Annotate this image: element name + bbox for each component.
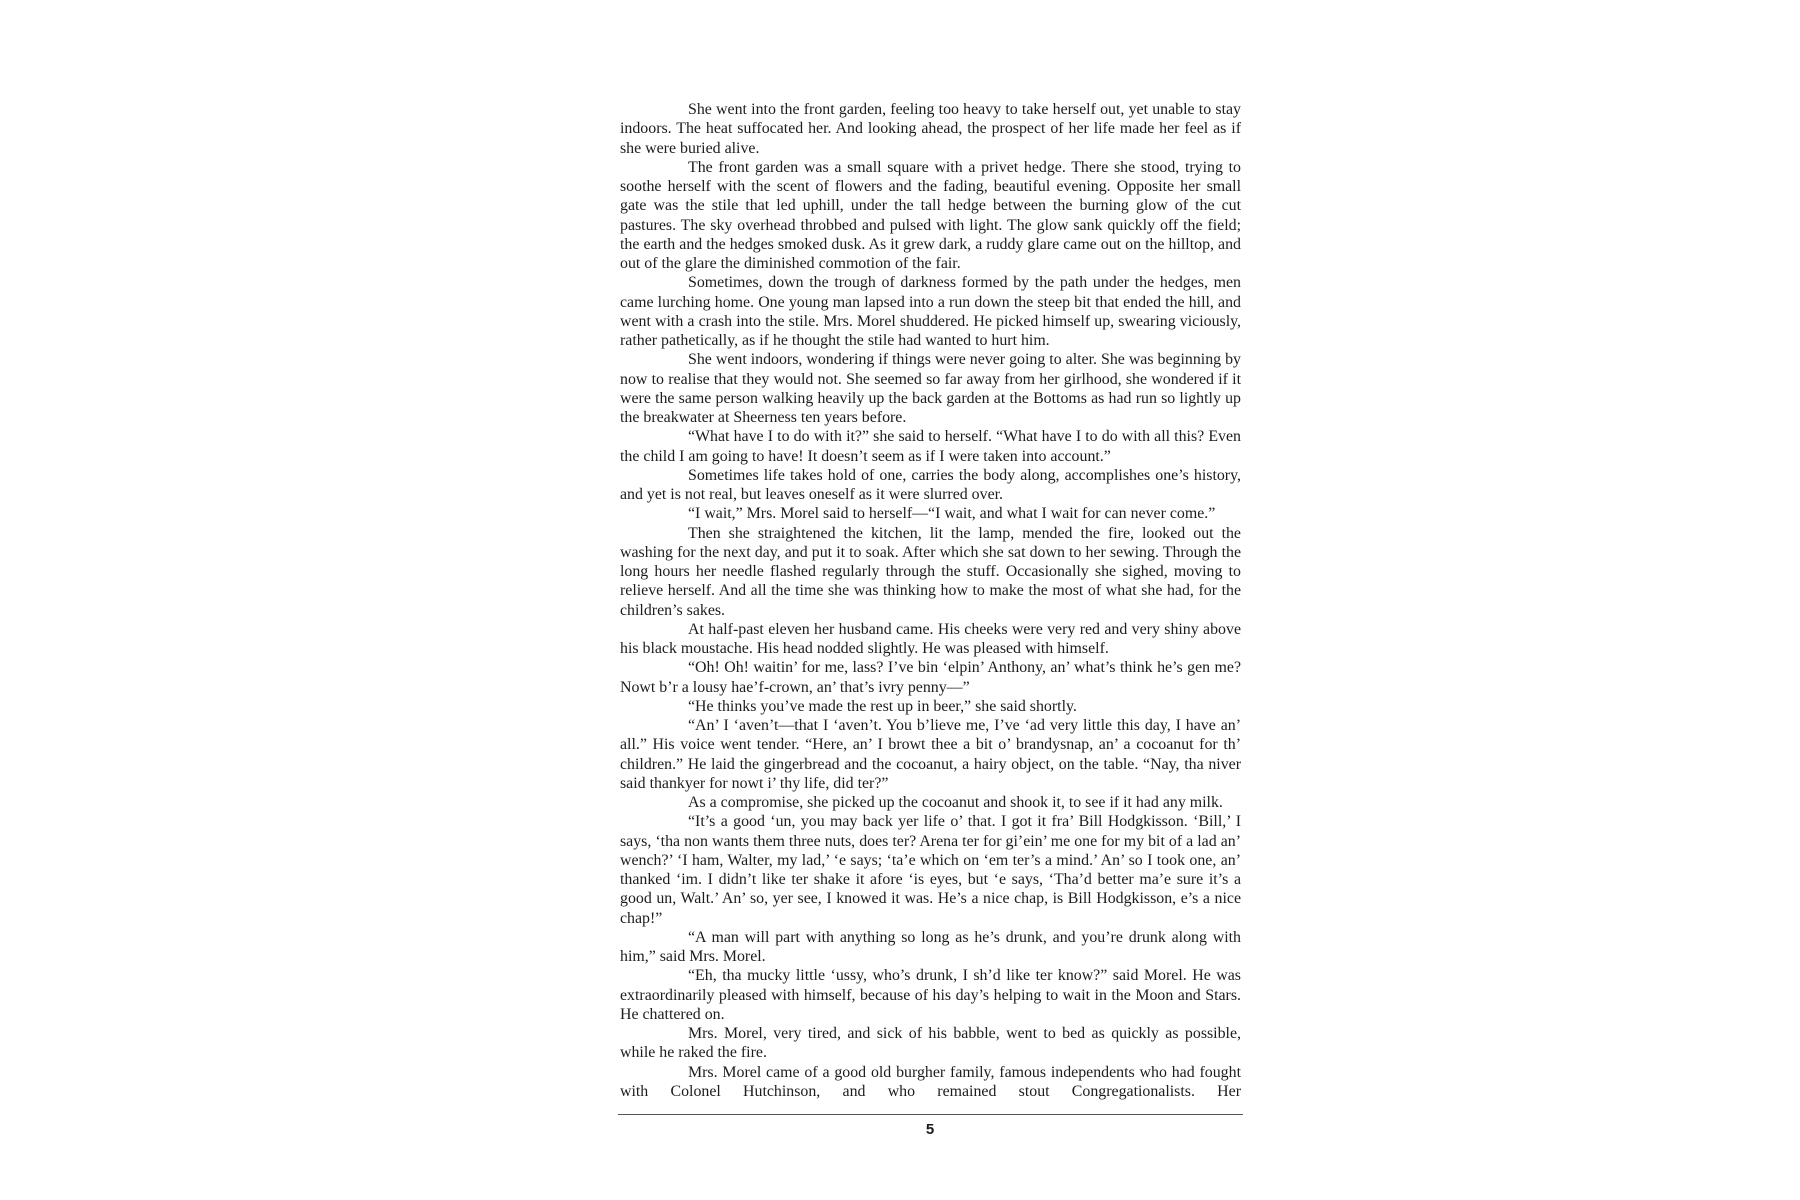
- paragraph: At half-past eleven her husband came. His cheeks were very red and very shiny above his black moustache. His head nodded slightly. He was pleased with himself.: [620, 620, 1241, 657]
- footer-rule: [618, 1114, 1243, 1115]
- paragraph: She went into the front garden, feeling too heavy to take herself out, yet unable to stay indoors. The heat suffocated her. And looking ahead, the prospect of her life made her feel as if she were buried alive.: [620, 101, 1241, 157]
- page-body: [620, 100, 1241, 1101]
- paragraph: “Eh, tha mucky little ‘ussy, who’s drunk, I sh’d like ter know?” said Morel. He was extraordinarily pleased with himself, because of his day’s helping to wait in the Moon and Stars. He chattered on.: [620, 967, 1241, 1023]
- paragraph: “I wait,” Mrs. Morel said to herself—“I wait, and what I wait for can never come.”: [688, 505, 1216, 523]
- paragraph: “An’ I ‘aven’t—that I ‘aven’t. You b’lieve me, I’ve ‘ad very little this day, I have an’ all.” His voice went tender. “Here, an’ I browt thee a bit o’ brandysnap, an’ a cocoanut for th’ children.” He laid the gingerbread and the cocoanut, a hairy object, on the table. “Nay, tha niver said thankyer for nowt i’ thy life, did ter?”: [620, 717, 1241, 792]
- paragraph: “He thinks you’ve made the rest up in beer,” she said shortly.: [688, 697, 1077, 715]
- paragraph: Mrs. Morel came of a good old burgher family, famous independents who had fought with Colonel Hutchinson, and who remained stout Congregationalists. Her: [620, 1063, 1241, 1100]
- paragraph: “What have I to do with it?” she said to herself. “What have I to do with all this? Even the child I am going to have! It doesn’t seem as if I were taken into account.”: [620, 428, 1241, 465]
- paragraph: Sometimes life takes hold of one, carries the body along, accomplishes one’s history, and yet is not real, but leaves oneself as it were slurred over.: [620, 466, 1241, 503]
- page-number: 5: [925, 1121, 935, 1138]
- paragraph: The front garden was a small square with a privet hedge. There she stood, trying to soothe herself with the scent of flowers and the fading, beautiful evening. Opposite her small gate was the stile that led uphill, under the tall hedge between the burning glow of the cut pastures. The sky overhead throbbed and pulsed with light. The glow sank quickly off the field; the earth and the hedges smoked dusk. As it grew dark, a ruddy glare came out on the hilltop, and out of the glare the diminished commotion of the fair.: [620, 158, 1241, 272]
- paragraph: Sometimes, down the trough of darkness formed by the path under the hedges, men came lurching home. One young man lapsed into a run down the steep bit that ended the hill, and went with a crash into the stile. Mrs. Morel shuddered. He picked himself up, swearing viciously, rather pathetically, as if he thought the stile had wanted to hurt him.: [620, 274, 1241, 349]
- paragraph: She went indoors, wondering if things were never going to alter. She was beginning by now to realise that they would not. She seemed so far away from her girlhood, she wondered if it were the same person walking heavily up the back garden at the Bottoms as had run so lightly up the breakwater at Sheerness ten years before.: [620, 351, 1241, 426]
- paragraph: As a compromise, she picked up the cocoanut and shook it, to see if it had any milk.: [688, 794, 1223, 811]
- paragraph: Then she straightened the kitchen, lit the lamp, mended the fire, looked out the washing for the next day, and put it to soak. After which she sat down to her sewing. Through the long hours her needle flashed regularly through the stuff. Occasionally she sighed, moving to relieve herself. And all the time she was thinking how to make the most of what she had, for the children’s sakes.: [620, 524, 1241, 619]
- paragraph: “It’s a good ‘un, you may back yer life o’ that. I got it fra’ Bill Hodgkisson. ‘Bill,’ I says, ‘tha non wants them three nuts, does ter? Arena ter for gi’ein’ me one for my bit of a lad an’ wench?’ ‘I ham, Walter, my lad,’ ‘e says; ‘ta’e which on ‘em ter’s a mind.’ An’ so I took one, an’ thanked ‘im. I didn’t like ter shake it afore ‘is eyes, but ‘e says, ‘Tha’d better ma’e sure it’s a good un, Walt.’ An’ so, yer see, I knowed it was. He’s a nice chap, is Bill Hodgkisson, e’s a nice chap!”: [620, 813, 1241, 927]
- paragraph: “Oh! Oh! waitin’ for me, lass? I’ve bin ‘elpin’ Anthony, an’ what’s think he’s gen me? Nowt b’r a lousy hae’f-crown, an’ that’s ivry penny—”: [620, 659, 1241, 696]
- paragraph: Mrs. Morel, very tired, and sick of his babble, went to bed as quickly as possible, while he raked the fire.: [620, 1025, 1241, 1062]
- paragraph: “A man will part with anything so long as he’s drunk, and you’re drunk along with him,” said Mrs. Morel.: [620, 928, 1241, 965]
